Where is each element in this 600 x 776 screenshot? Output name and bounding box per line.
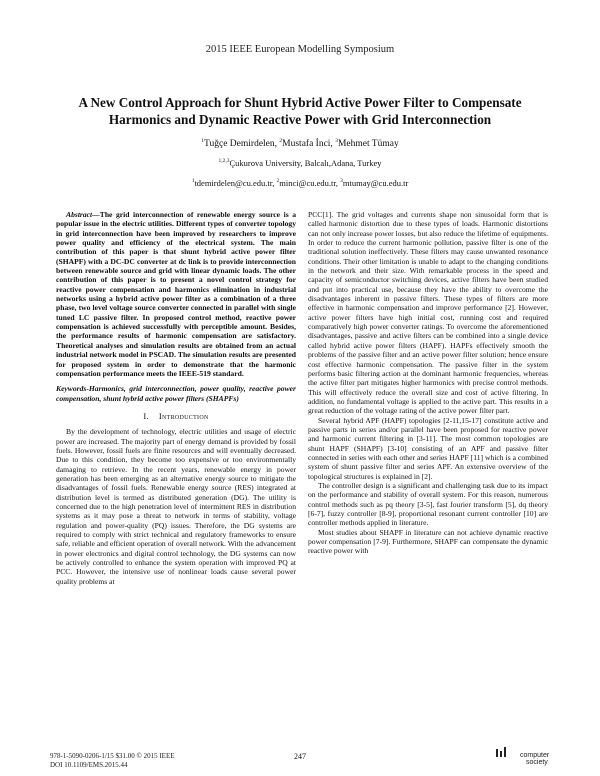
affiliation-text: Çukurova University, Balcalı,Adana, Turkey <box>229 158 382 168</box>
author-sup: 3 <box>335 137 338 144</box>
left-column <box>56 210 296 730</box>
logo-word: computer <box>520 752 550 759</box>
email-list <box>0 178 600 188</box>
conference-header: 2015 IEEE European Modelling Symposium <box>205 44 395 55</box>
affiliation-sup: 1,2,3 <box>218 158 230 165</box>
paper-title: A New Control Approach for Shunt Hybrid Active Power Filter to Compensate Harmonics and Dynamic Reactive Power with Grid Interconnection <box>78 95 522 127</box>
author-name: Tuğçe Demirdelen, <box>204 139 280 149</box>
section-title: Introduction <box>158 410 209 421</box>
email: mtumay@cu.edu.tr <box>342 178 409 188</box>
body-paragraph: The controller design is a significant and challenging task due to its impact on the performance and stability of overall system. For this reason, numerous control methods such as pq theory [3-5], fast fourier transform [5], dq theory [6-7], fuzzy controller [8-9], proportional resonant current controller [10] are controller methods applied in literature. <box>308 480 548 528</box>
email: minci@cu.edu.tr, <box>279 178 341 188</box>
author-name: Mehmet Tümay <box>337 139 399 149</box>
footer-doi: DOI 10.1109/EMS.2015.44 <box>50 760 128 769</box>
section-heading <box>56 412 296 421</box>
abstract-text: —The grid interconnection of renewable energy source is a popular issue in the electric utilities. Different types of converter topology in grid interconnection have been improved by researchers to improve power quality and efficiency of the electrical system. The main contribution of this paper is that shunt hybrid active power filter (SHAPF) with a DC-DC converter at dc link is to provide interconnection between renewable source and grid with linear dynamic loads. The other contribution of this paper is to present a novel control strategy for reactive power compensation and harmonics elimination in industrial networks using a hybrid active power filter as a combination of a three phase, two level voltage source converter connected in parallel with single tuned LC passive filter. In proposed control method, reactive power compensation is achieved successfully with perceptible amount. Besides, the performance results of harmonic compensation are satisfactory. Theoretical analyses and simulation results are obtained from an actual industrial network model in PSCAD. The simulation results are presented for proposed system in order to demonstrate that the harmonic compensation performance meets the IEEE-519 standard. <box>56 210 296 378</box>
author-list <box>0 139 600 149</box>
author-name: Mustafa İnci, <box>282 139 336 149</box>
abstract-lead: Abstract <box>66 210 93 219</box>
keywords: Keywords-Harmonics, grid interconnection, power quality, reactive power compensation, shunt hybrid active power filters (SHAPFs) <box>56 384 296 403</box>
body-paragraph: Several hybrid APF (HAPF) topologies [2-11,15-17] constitute active and passive parts in series and/or parallel have been proposed for reactive power and harmonic current filtering in [3-11]. The most common topologies are shunt HAPF (SHAPF) [3-10] consisting of an APF and passive filter connected in series with each other and series HAPF [11] which is a combined system of shunt passive filter and series APF. An extensive overview of the topological structures is explained in [2]. <box>308 415 548 481</box>
page-number: 247 <box>294 752 306 761</box>
email-sup: 1 <box>191 178 195 185</box>
logo-word: society <box>526 759 548 766</box>
logo-text <box>508 752 549 766</box>
intro-paragraph: By the development of technology, electric utilities and usage of electric power are increased. The majority part of energy demand is provided by fossil fuels. However, fossil fuels are finite resources and will eventually decreased. Due to this condition, they become too expensive or too environmentally damaging to retrieve. In the recent years, renewable energy in power generation has been emerging as an alternative energy source to mitigate the disadvantages of fossil fuels. Renewable energy source (RES) integrated at distribution level is termed as distributed generation (DG). The utility is concerned due to the high penetration level of intermittent RES in distribution systems as it may pose a threat to network in terms of stability, voltage regulation and power-quality (PQ) issues. Therefore, the DG systems are required to comply with strict technical and regulatory frameworks to ensure safe, reliable and efficient operation of overall network. With the advancement in power electronics and digital control technology, the DG systems can now be actively controlled to enhance the system operation with improved PQ at PCC. However, the intensive use of nonlinear loads cause several power quality problems at <box>56 427 296 586</box>
email: tdemirdelen@cu.edu.tr, <box>194 178 277 188</box>
author-sup: 2 <box>279 137 283 144</box>
right-column <box>308 210 548 730</box>
footer-isbn: 978-1-5090-0206-1/15 $31.00 © 2015 IEEE <box>50 752 175 760</box>
email-sup: 3 <box>340 178 343 185</box>
body-paragraph: PCC[1]. The grid voltages and currents shape non sinusoidal form that is called harmonic distortion due to these types of loads. Harmonic distortions can not only increase power losses, but also reduce the lifetime of equipments. In order to reduce the current harmonic pollution, passive filter is one of the traditional solution ineffectively. These filters may cause unwanted resonance conditions. Their other limitation is unable to adapt to the changing conditions in the network and their size. With remarkable process in the speed and capacity of semiconductor switching devices, active filters have been studied and put into practical use, because they have the ability to overcome the disadvantages inherent in passive filters. These types of filters are more effective in harmonic compensation and improve performance [2]. However, active power filters have high initial cost, running cost and required comparatively high power converter ratings. To overcome the aforementioned disadvantages, passive and active filters can be combined into a single device called hybrid active power filters (HAPF). HAPFs effectively smooth the problems of the passive filter and an active power filter solution; hence ensure cost effective harmonic compensation. The passive filter in the system performs basic filtering action at the dominant harmonic frequencies, whereas the active filter part mitigates higher harmonics with precise control methods. This will effectively reduce the overall size and cost of active filtering. In addition, no fundamental voltage is applied to the active part. This results in a great reduction of the voltage rating of the active power filter part. <box>308 210 548 416</box>
abstract <box>56 210 296 378</box>
affiliation <box>0 158 600 168</box>
body-paragraph: Most studies about SHAPF in literature can not achieve dynamic reactive power compensation [7-9]. Furthermore, SHAPF can compensate the dynamic reactive power with <box>308 527 548 556</box>
section-number: I. <box>143 410 150 421</box>
author-sup: 1 <box>201 137 205 144</box>
email-sup: 2 <box>276 178 280 185</box>
